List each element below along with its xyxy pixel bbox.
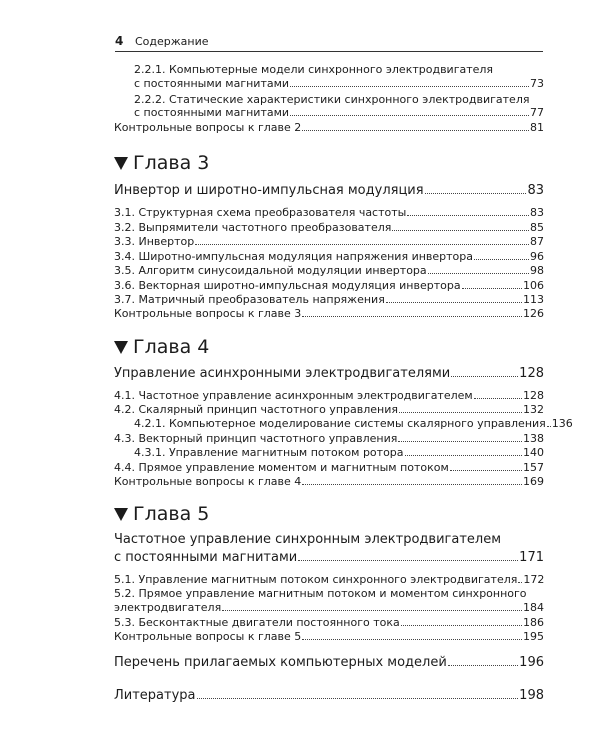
toc-page-number: 96 (530, 250, 544, 263)
toc-entry-text: 3.7. Матричный преобразователь напряжения (114, 293, 385, 306)
toc-entry-3-3[interactable] (114, 236, 544, 248)
toc-page-number: 81 (530, 121, 544, 134)
toc-entry-4-4[interactable] (114, 462, 544, 474)
toc-chapter-5-main[interactable] (114, 550, 544, 565)
toc-entry-text: Контрольные вопросы к главе 2 (114, 121, 302, 134)
toc-entry-text: электродвигателя (114, 601, 222, 614)
toc-page-number: 186 (523, 616, 544, 629)
toc-entry-text: Контрольные вопросы к главе 3 (114, 307, 302, 320)
toc-page-number: 98 (530, 264, 544, 277)
toc-entry-text: Инвертор и широтно-импульсная модуляция (114, 183, 424, 198)
triangle-bullet-icon (114, 157, 128, 170)
toc-page-number: 172 (523, 573, 545, 586)
leader-dots (425, 193, 527, 194)
toc-entry-questions-4[interactable] (114, 476, 544, 488)
toc-page-number: 196 (519, 655, 544, 670)
toc-entry-text: 3.3. Инвертор (114, 235, 195, 248)
leader-dots (302, 639, 522, 640)
triangle-bullet-icon (114, 341, 128, 354)
toc-entry-text: Контрольные вопросы к главе 5 (114, 630, 302, 643)
toc-page-number: 73 (530, 77, 544, 90)
leader-dots (302, 130, 529, 131)
leader-dots (392, 230, 529, 231)
leader-dots (474, 398, 522, 399)
chapter-3-heading[interactable] (114, 152, 209, 174)
toc-chapter-3-main[interactable] (114, 183, 544, 198)
toc-entry-3-4[interactable] (114, 251, 544, 263)
toc-entry-3-1[interactable] (114, 207, 544, 219)
toc-page-number: 132 (523, 403, 544, 416)
leader-dots (450, 470, 522, 471)
toc-page-number: 128 (519, 366, 544, 381)
toc-entry-text: Перечень прилагаемых компьютерных моделей (114, 655, 447, 670)
leader-dots (302, 484, 522, 485)
toc-chapter-4-main[interactable] (114, 366, 544, 381)
toc-page-number: 169 (523, 475, 544, 488)
toc-page-number: 77 (530, 106, 544, 119)
toc-entry-literature[interactable] (114, 688, 544, 703)
leader-dots (386, 302, 522, 303)
toc-entry-text: 5.3. Бесконтактные двигатели постоянного тока (114, 616, 400, 629)
leader-dots (195, 244, 529, 245)
toc-entry-text: 3.6. Векторная широтно-импульсная модуляция инвертора (114, 279, 461, 292)
toc-page-number: 87 (530, 235, 544, 248)
toc-page-number: 195 (523, 630, 544, 643)
leader-dots (518, 582, 522, 583)
toc-page-number: 106 (523, 279, 544, 292)
toc-entry-text: 3.2. Выпрямители частотного преобразователя (114, 221, 392, 234)
toc-entry-4-3-1[interactable] (134, 447, 544, 459)
toc-entry-text: 3.1. Структурная схема преобразователя частоты (114, 206, 407, 219)
toc-entry-2-2-1[interactable] (134, 78, 544, 90)
toc-page-number: 157 (523, 461, 544, 474)
toc-chapter-5-main-line1: Частотное управление синхронным электродвигателем (114, 532, 502, 547)
toc-entry-3-7[interactable] (114, 294, 544, 306)
chapter-title: Глава 5 (133, 503, 210, 525)
leader-dots (222, 610, 522, 611)
toc-entry-3-2[interactable] (114, 222, 544, 234)
chapter-title: Глава 3 (133, 152, 210, 174)
toc-entry-text: Литература (114, 688, 196, 703)
toc-entry-3-6[interactable] (114, 280, 544, 292)
toc-entry-5-1[interactable] (114, 574, 544, 586)
toc-entry-text: 5.1. Управление магнитным потоком синхронного электродвигателя (114, 573, 518, 586)
toc-page-number: 83 (530, 206, 544, 219)
leader-dots (290, 86, 529, 87)
leader-dots (401, 625, 522, 626)
toc-page-number: 83 (527, 183, 544, 198)
toc-entry-4-3[interactable] (114, 433, 544, 445)
toc-entry-text: с постоянными магнитами (134, 106, 290, 119)
page-number: 4 (115, 34, 124, 48)
toc-page-number: 136 (551, 417, 573, 430)
leader-dots (399, 412, 522, 413)
toc-entry-text: 4.2.1. Компьютерное моделирование системы скалярного управления (134, 417, 546, 430)
toc-entry-5-2[interactable] (114, 602, 544, 614)
toc-entry-text: 4.2. Скалярный принцип частотного управления (114, 403, 398, 416)
toc-entry-text: 4.3. Векторный принцип частотного управления (114, 432, 398, 445)
toc-entry-models[interactable] (114, 655, 544, 670)
toc-entry-text: 4.4. Прямое управление моментом и магнитным потоком (114, 461, 449, 474)
leader-dots (405, 455, 522, 456)
toc-entry-4-2[interactable] (114, 404, 544, 416)
toc-entry-text: 3.4. Широтно-импульсная модуляция напряжения инвертора (114, 250, 473, 263)
toc-page-number: 184 (523, 601, 544, 614)
toc-entry-4-2-1[interactable] (134, 417, 573, 430)
leader-dots (290, 115, 529, 116)
chapter-5-heading[interactable] (114, 503, 209, 525)
toc-page-number: 198 (519, 688, 544, 703)
toc-entry-2-2-1-line1: 2.2.1. Компьютерные модели синхронного электродвигателя (134, 63, 494, 76)
toc-page-number: 138 (523, 432, 544, 445)
running-head-title: Содержание (135, 35, 209, 48)
leader-dots (547, 426, 551, 427)
toc-entry-text: с постоянными магнитами (134, 77, 290, 90)
toc-page-number: 126 (523, 307, 544, 320)
toc-entry-text: 4.1. Частотное управление асинхронным электродвигателем (114, 389, 473, 402)
toc-page-number: 140 (523, 446, 544, 459)
leader-dots (197, 698, 519, 699)
toc-entry-questions-5[interactable] (114, 631, 544, 643)
toc-entry-text: с постоянными магнитами (114, 550, 298, 565)
toc-entry-questions-3[interactable] (114, 308, 544, 320)
chapter-4-heading[interactable] (114, 336, 209, 358)
toc-page-number: 128 (523, 389, 544, 402)
toc-entry-questions-2[interactable] (114, 122, 544, 134)
toc-entry-text: 3.5. Алгоритм синусоидальной модуляции инвертора (114, 264, 427, 277)
toc-entry-text: Управление асинхронными электродвигателями (114, 366, 451, 381)
leader-dots (302, 316, 522, 317)
toc-entry-5-2-line1: 5.2. Прямое управление магнитным потоком и моментом синхронного (114, 587, 527, 600)
toc-entry-text: 4.3.1. Управление магнитным потоком ротора (134, 446, 404, 459)
leader-dots (462, 288, 522, 289)
toc-entry-2-2-2[interactable] (134, 107, 544, 119)
leader-dots (448, 665, 518, 666)
leader-dots (451, 376, 518, 377)
toc-entry-2-2-2-line1: 2.2.2. Статические характеристики синхронного электродвигателя (134, 93, 530, 106)
chapter-title: Глава 4 (133, 336, 210, 358)
toc-page-number: 113 (523, 293, 544, 306)
toc-entry-text: Контрольные вопросы к главе 4 (114, 475, 302, 488)
toc-entry-3-5[interactable] (114, 265, 544, 277)
toc-page-number: 171 (519, 550, 544, 565)
leader-dots (428, 273, 529, 274)
toc-page-number: 85 (530, 221, 544, 234)
toc-entry-4-1[interactable] (114, 390, 544, 402)
leader-dots (407, 215, 529, 216)
toc-entry-5-3[interactable] (114, 617, 544, 629)
running-header (115, 33, 543, 52)
leader-dots (474, 259, 529, 260)
leader-dots (398, 441, 522, 442)
leader-dots (298, 560, 518, 561)
triangle-bullet-icon (114, 508, 128, 521)
